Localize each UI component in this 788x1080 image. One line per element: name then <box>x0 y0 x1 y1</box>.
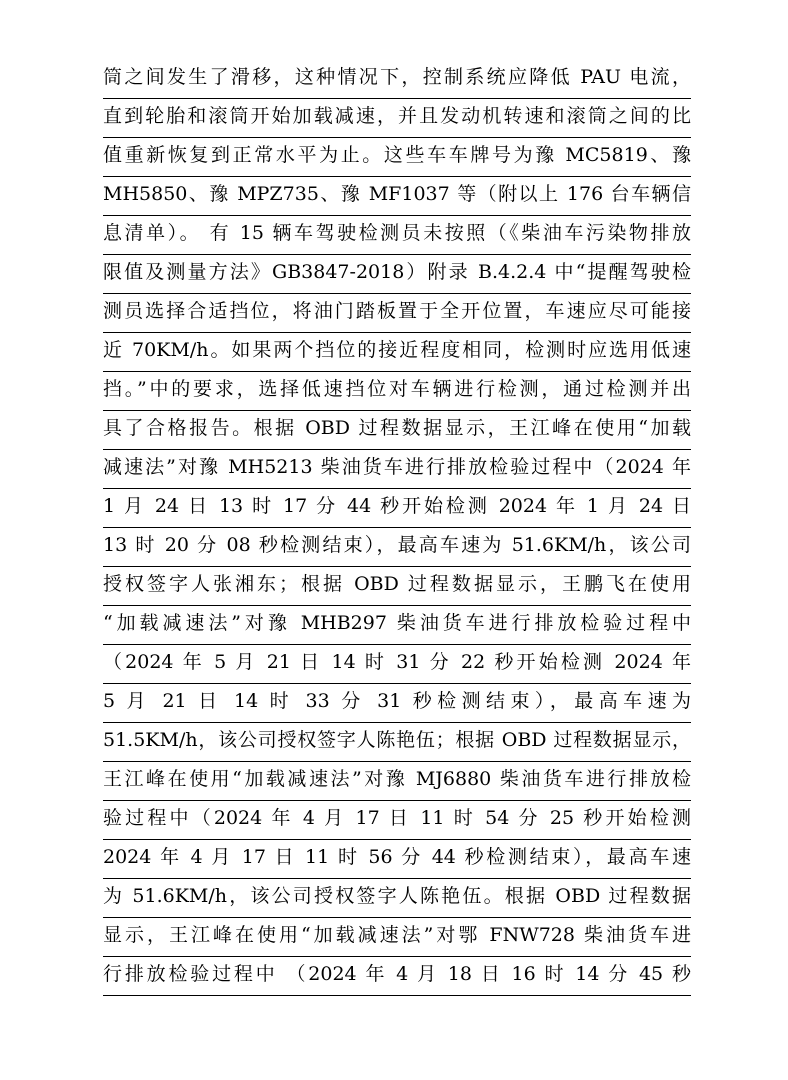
text-line: 筒之间发生了滑移，这种情况下，控制系统应降低 PAU 电流， <box>103 60 691 99</box>
document-body <box>103 60 691 996</box>
text-line: 近 70KM/h。如果两个挡位的接近程度相同，检测时应选用低速 <box>103 333 691 372</box>
text-line: 限值及测量方法》GB3847-2018）附录 B.4.2.4 中“提醒驾驶检 <box>103 255 691 294</box>
text-line: 5 月 21 日 14 时 33 分 31 秒检测结束），最高车速为 <box>103 684 691 723</box>
text-line: 测员选择合适挡位，将油门踏板置于全开位置，车速应尽可能接 <box>103 294 691 333</box>
text-line: MH5850、豫 MPZ735、豫 MF1037 等（附以上 176 台车辆信 <box>103 177 691 216</box>
text-line: 授权签字人张湘东；根据 OBD 过程数据显示，王鹏飞在使用 <box>103 567 691 606</box>
text-line: 行排放检验过程中 （2024 年 4 月 18 日 16 时 14 分 45 秒 <box>103 957 691 996</box>
text-line: 2024 年 4 月 17 日 11 时 56 分 44 秒检测结束），最高车速 <box>103 840 691 879</box>
text-line: 直到轮胎和滚筒开始加载减速，并且发动机转速和滚筒之间的比 <box>103 99 691 138</box>
text-line: 1 月 24 日 13 时 17 分 44 秒开始检测 2024 年 1 月 24 日 <box>103 489 691 528</box>
text-line: “加载减速法”对豫 MHB297 柴油货车进行排放检验过程中 <box>103 606 691 645</box>
text-line: 验过程中（2024 年 4 月 17 日 11 时 54 分 25 秒开始检测 <box>103 801 691 840</box>
text-line: 减速法”对豫 MH5213 柴油货车进行排放检验过程中（2024 年 <box>103 450 691 489</box>
text-line: 挡。”中的要求，选择低速挡位对车辆进行检测，通过检测并出 <box>103 372 691 411</box>
text-line: 具了合格报告。根据 OBD 过程数据显示，王江峰在使用“加载 <box>103 411 691 450</box>
text-line: 13 时 20 分 08 秒检测结束），最高车速为 51.6KM/h，该公司 <box>103 528 691 567</box>
text-line: 值重新恢复到正常水平为止。这些车车牌号为豫 MC5819、豫 <box>103 138 691 177</box>
text-line: 显示，王江峰在使用“加载减速法”对鄂 FNW728 柴油货车进 <box>103 918 691 957</box>
text-line: 51.5KM/h，该公司授权签字人陈艳伍；根据 OBD 过程数据显示， <box>103 723 691 762</box>
text-line: 王江峰在使用“加载减速法”对豫 MJ6880 柴油货车进行排放检 <box>103 762 691 801</box>
text-line: （2024 年 5 月 21 日 14 时 31 分 22 秒开始检测 2024 年 <box>103 645 691 684</box>
text-line: 为 51.6KM/h，该公司授权签字人陈艳伍。根据 OBD 过程数据 <box>103 879 691 918</box>
text-line: 息清单）。 有 15 辆车驾驶检测员未按照（《柴油车污染物排放 <box>103 216 691 255</box>
